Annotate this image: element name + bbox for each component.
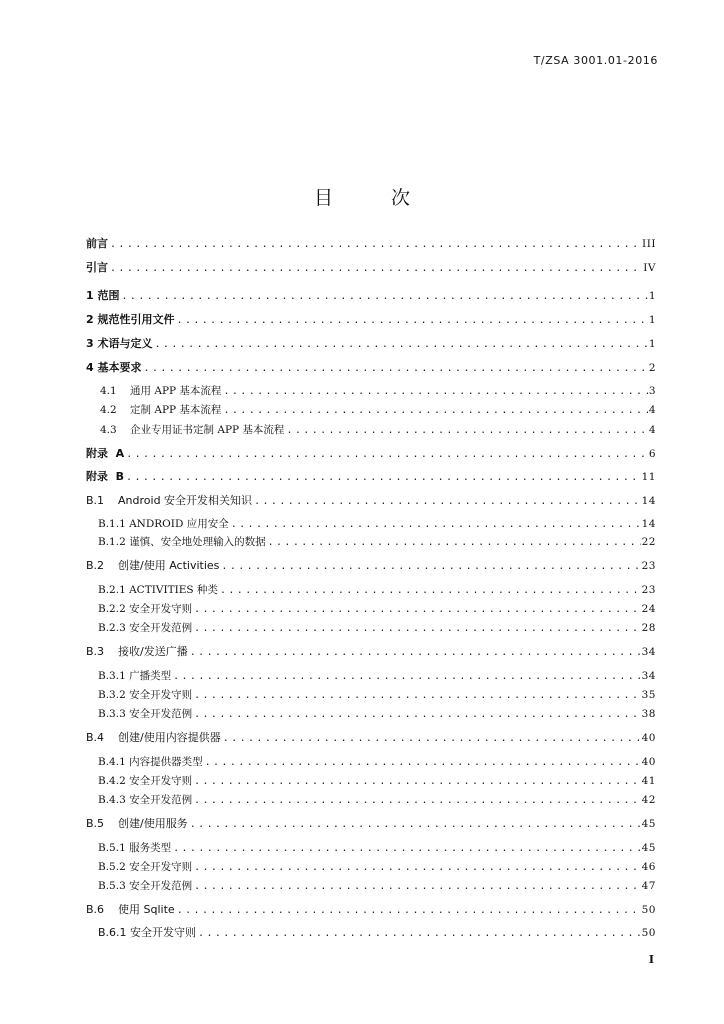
- toc-entry[interactable]: [86, 493, 656, 509]
- toc-entry[interactable]: [98, 859, 656, 875]
- toc-entry-page: 50: [641, 927, 656, 939]
- toc-entry-page: 14: [641, 495, 656, 507]
- toc-entry[interactable]: [86, 312, 656, 328]
- toc-entry-label: 4.3 企业专用证书定制 APP 基本流程: [100, 424, 285, 436]
- toc-entry-label: 4.1 通用 APP 基本流程: [100, 385, 222, 397]
- toc-entry-page: 34: [641, 646, 656, 658]
- toc-entry[interactable]: [98, 687, 656, 703]
- toc-entry-label: B.3.1 广播类型: [98, 670, 172, 682]
- toc-entry-label: B.2.3 安全开发范例: [98, 622, 193, 634]
- toc-entry-page: 46: [641, 861, 656, 873]
- toc-entry-label: 1 范围: [86, 289, 120, 302]
- toc-entry-label: B.4 创建/使用内容提供器: [86, 731, 221, 744]
- toc-entry-label: 附录 A: [86, 447, 125, 460]
- toc-entry-page: 1: [648, 338, 656, 350]
- toc-entry-label: B.4.2 安全开发守则: [98, 775, 193, 787]
- toc-entry[interactable]: [86, 730, 656, 746]
- toc-entry-page: 50: [641, 904, 656, 916]
- toc-entry-label: B.1 Android 安全开发相关知识: [86, 494, 253, 507]
- toc-entry-page: 40: [641, 732, 656, 744]
- toc-entry[interactable]: [86, 360, 656, 376]
- toc-entry[interactable]: [98, 516, 656, 532]
- toc-entry-label: B.4.1 内容提供器类型: [98, 756, 203, 768]
- toc-entry-label: 4 基本要求: [86, 361, 142, 374]
- toc-entry[interactable]: [100, 383, 656, 399]
- toc-entry-page: III: [642, 238, 656, 250]
- toc-entry[interactable]: [98, 582, 656, 598]
- toc-entry-label: 2 规范性引用文件: [86, 313, 175, 326]
- toc-entry-label: 引言: [86, 261, 108, 274]
- toc-entry-page: 34: [641, 670, 656, 682]
- toc-entry[interactable]: [100, 422, 656, 438]
- toc-entry-page: 4: [648, 424, 656, 436]
- toc-entry-page: 1: [648, 314, 656, 326]
- toc-entry-label: B.3 接收/发送广播: [86, 645, 188, 658]
- toc-entry-page: 28: [641, 622, 656, 634]
- toc-entry-page: 23: [641, 584, 656, 596]
- page-number: I: [648, 953, 654, 966]
- toc-entry-label: 前言: [86, 237, 108, 250]
- toc-entry-page: 11: [641, 471, 656, 483]
- toc-entry-label: B.5.1 服务类型: [98, 842, 172, 854]
- toc-entry-label: B.2.2 安全开发守则: [98, 603, 193, 615]
- toc-entry-page: 6: [648, 448, 656, 460]
- toc-entry-page: 41: [641, 775, 656, 787]
- toc-entry-page: 38: [641, 708, 656, 720]
- toc-entry[interactable]: [86, 644, 656, 660]
- toc-entry[interactable]: [98, 534, 656, 550]
- toc-entry-page: 35: [641, 689, 656, 701]
- toc-entry-label: B.1.1 ANDROID 应用安全: [98, 518, 229, 530]
- toc-entry[interactable]: [98, 925, 656, 941]
- toc-entry-page: 47: [641, 880, 656, 892]
- toc-entry[interactable]: [98, 840, 656, 856]
- toc-entry[interactable]: [98, 792, 656, 808]
- toc-entry-label: B.2 创建/使用 Activities: [86, 559, 220, 572]
- toc-entry-page: 3: [648, 385, 656, 397]
- toc-entry-label: B.5.3 安全开发范例: [98, 880, 193, 892]
- toc-entry-label: B.5 创建/使用服务: [86, 817, 188, 830]
- toc-entry[interactable]: [100, 402, 656, 418]
- toc-entry[interactable]: [86, 469, 656, 485]
- toc-entry-page: 42: [641, 794, 656, 806]
- toc-entry[interactable]: [86, 288, 656, 304]
- toc-entry[interactable]: [98, 878, 656, 894]
- standard-code: T/ZSA 3001.01-2016: [533, 54, 658, 67]
- toc-entry-label: B.2.1 ACTIVITIES 种类: [98, 584, 218, 596]
- toc-entry-page: 45: [641, 842, 656, 854]
- toc-entry-page: 2: [648, 362, 656, 374]
- toc-entry[interactable]: [98, 620, 656, 636]
- toc-entry[interactable]: [98, 668, 656, 684]
- toc-entry-label: B.3.2 安全开发守则: [98, 689, 193, 701]
- toc-entry[interactable]: [98, 706, 656, 722]
- toc-entry[interactable]: [86, 816, 656, 832]
- toc-entry-page: 1: [648, 290, 656, 302]
- toc-entry-label: B.3.3 安全开发范例: [98, 708, 193, 720]
- toc-entry[interactable]: [86, 336, 656, 352]
- toc-entry-label: 附录 B: [86, 470, 125, 483]
- toc-entry[interactable]: [98, 773, 656, 789]
- toc-entry-page: 45: [641, 818, 656, 830]
- toc-entry-page: IV: [643, 262, 656, 274]
- toc-entry[interactable]: [86, 260, 656, 276]
- toc-entry-page: 22: [641, 536, 656, 548]
- toc-entry-label: B.4.3 安全开发范例: [98, 794, 193, 806]
- toc-entry-label: 4.2 定制 APP 基本流程: [100, 404, 222, 416]
- toc-entry-page: 24: [641, 603, 656, 615]
- toc-entry[interactable]: [86, 236, 656, 252]
- toc-entry-label: B.6 使用 Sqlite: [86, 903, 175, 916]
- toc-entry[interactable]: [86, 902, 656, 918]
- toc-entry-page: 4: [648, 404, 656, 416]
- toc-entry[interactable]: [86, 558, 656, 574]
- toc-entry-page: 14: [641, 518, 656, 530]
- toc-entry[interactable]: [98, 754, 656, 770]
- page-title: 目 次: [313, 187, 437, 209]
- toc-entry[interactable]: [86, 446, 656, 462]
- toc-entry-page: 40: [641, 756, 656, 768]
- toc-entry-label: 3 术语与定义: [86, 337, 153, 350]
- toc-entry-label: B.6.1 安全开发守则: [98, 926, 197, 939]
- toc-entry-page: 23: [641, 560, 656, 572]
- toc-entry-label: B.1.2 谨慎、安全地处理输入的数据: [98, 536, 266, 548]
- toc-entry-label: B.5.2 安全开发守则: [98, 861, 193, 873]
- toc-entry[interactable]: [98, 601, 656, 617]
